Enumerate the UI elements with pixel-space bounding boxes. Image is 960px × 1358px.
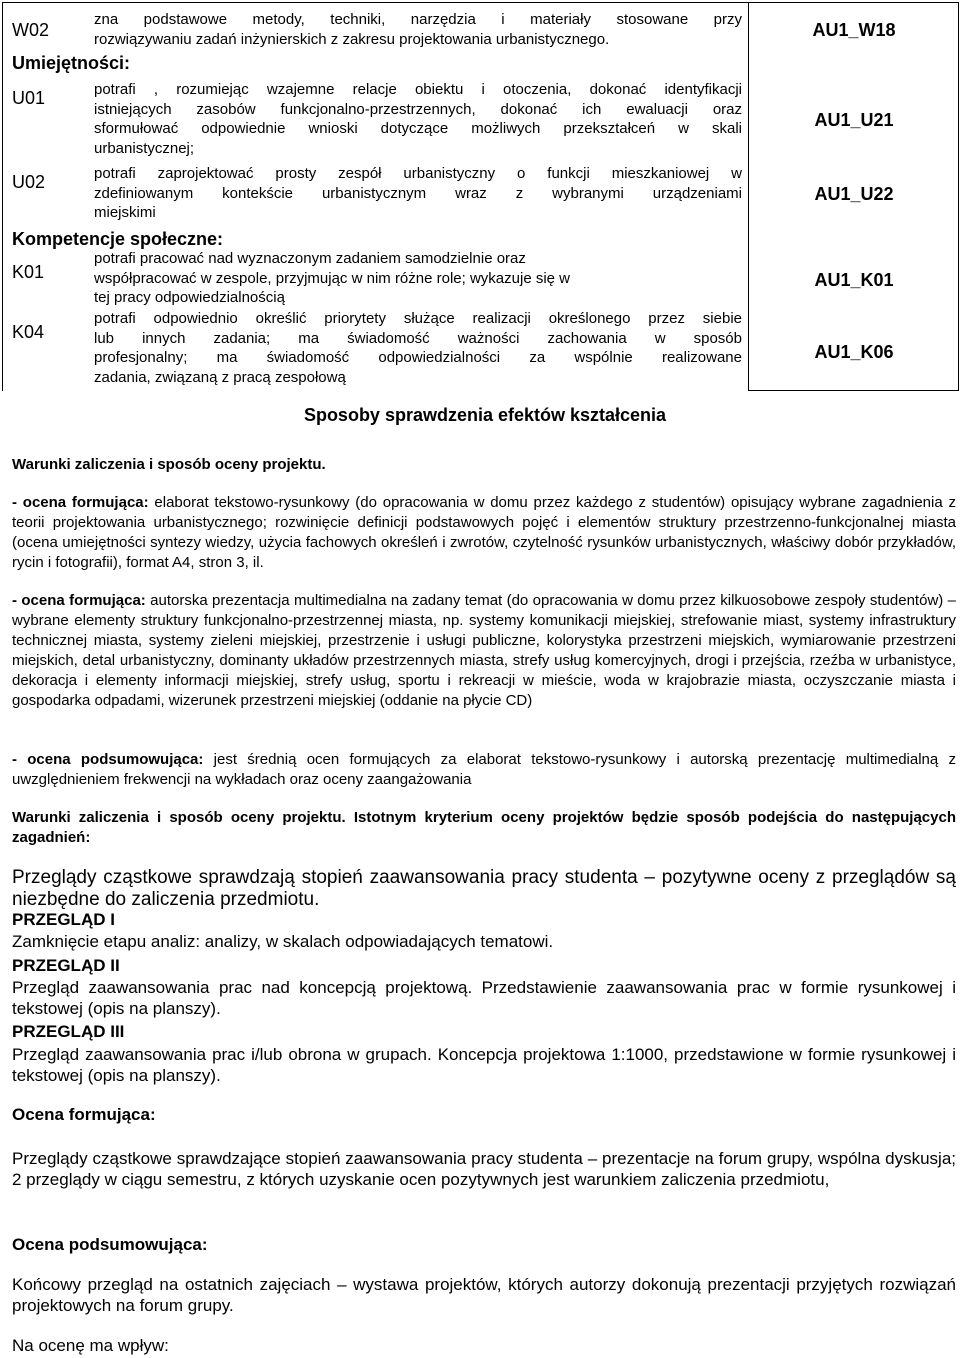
outcome-desc-k04 xyxy=(94,309,742,387)
summative-heading: Ocena podsumowująca: xyxy=(12,1235,208,1254)
outcome-desc-w02 xyxy=(94,10,742,49)
ref-code-k01: AU1_K01 xyxy=(814,270,894,290)
desc-line: urbanistycznej; xyxy=(94,139,195,157)
assessment-paragraph xyxy=(12,493,956,573)
assessment-label: - ocena podsumowująca: xyxy=(12,751,204,768)
outcome-desc-u02 xyxy=(94,164,742,223)
desc-line: sformułować odpowiednie wnioski dotyczące możliwych przekształceń w skali xyxy=(94,120,742,137)
assessment-text: autorska prezentacja multimedialna na zadany temat (do opracowania w domu przez kilkuosobowe zespoły studentów) – wybrane elementy struktury funkcjonalno-przestrzennej miasta, np. systemy komunikacji miejskiej, strefowanie miast, systemy infrastruktury technicznej miasta, systemy zieleni miejskiej, przestrzenie i usługi publiczne, kolorystyka przestrzeni miejskich, wymiarowanie przestrzeni miejskich, detal urbanistyczny, dominanty układów przestrzennych miasta, strefy usług komercyjnych, drogi i przejścia, rzeźba w urbanistyce, dekoracja i elementy informacji miejskiej, strefy usług, sportu i rekreacji w mieście, woda w krajobrazie miasta, oczyszczanie miasta i gospodarka odpadami, wizerunek przestrzeni miejskiej (oddanie na płycie CD) xyxy=(12,592,956,709)
desc-line: rozwiązywaniu zadań inżynierskich z zakresu projektowania urbanistycznego. xyxy=(94,30,610,48)
desc-line: tej pracy odpowiedzialnością xyxy=(94,289,285,306)
formative-text: Przeglądy cząstkowe sprawdzające stopień zaawansowania pracy studenta – prezentacje na forum grupy, wspólna dyskusja; 2 przeglądy w ciągu semestru, z których uzyskanie ocen pozytywnych jest warunkiem zaliczenia przedmiotu, xyxy=(12,1149,956,1189)
desc-line: zadania, związaną z pracą zespołową xyxy=(94,368,346,386)
review-title: PRZEGLĄD III xyxy=(12,1022,125,1041)
table-border-divider xyxy=(748,2,749,391)
review-text: Przegląd zaawansowania prac i/lub obrona w grupach. Koncepcja projektowa 1:1000, przedstawione w formie rysunkowej i tekstowej (opis na planszy). xyxy=(12,1045,956,1085)
formative-heading: Ocena formująca: xyxy=(12,1105,156,1124)
desc-line: miejskimi xyxy=(94,204,156,221)
outcome-desc-u01 xyxy=(94,80,742,158)
assessment-label: - ocena formująca: xyxy=(12,494,149,511)
desc-line: lub innych zadania; ma świadomość ważności zachowania w sposób xyxy=(94,329,742,347)
outcome-code-w02: W02 xyxy=(12,20,50,40)
outcome-code-k04: K04 xyxy=(12,322,45,342)
reviews-intro xyxy=(12,868,956,911)
table-border-top xyxy=(2,2,959,3)
assessment-text: elaborat tekstowo-rysunkowy (do opracowania w domu przez każdego z studentów) opisujący wybrane zagadnienia z teorii projektowania urbanistycznego; rozwinięcie definicji podstawowych pojęć i elementów struktury przestrzenno-funkcjonalnej miasta (ocena umiejętności syntezy wiedzy, użycia fachowych określeń i zwrotów, czytelność rysunków urbanistycznych, właściwy dobór przykładów, rycin i fotografii), format A4, stron 3, il. xyxy=(12,494,956,571)
ref-code-u22: AU1_U22 xyxy=(814,184,894,204)
assessment-paragraph xyxy=(12,591,956,711)
skills-header: Umiejętności: xyxy=(12,53,131,73)
criteria-heading: Warunki zaliczenia i sposób oceny projektu. Istotnym kryterium oceny projektów będzie sposób podejścia do następujących zagadnień: xyxy=(12,809,956,846)
desc-line: współpracować w zespole, przyjmując w nim różne role; wykazuje się w xyxy=(94,269,571,287)
assessment-paragraph xyxy=(12,750,956,790)
table-border-bottom xyxy=(748,390,959,391)
outcome-code-u01: U01 xyxy=(12,88,46,108)
outcome-code-k01: K01 xyxy=(12,262,45,282)
ref-code-u21: AU1_U21 xyxy=(814,110,894,130)
table-border-right xyxy=(958,2,959,391)
desc-line: zna podstawowe metody, techniki, narzędzia i materiały stosowane przy xyxy=(94,11,742,28)
grade-influence-label: Na ocenę ma wpływ: xyxy=(12,1336,169,1355)
reviews-intro-text: Przeglądy cząstkowe sprawdzają stopień zaawansowania pracy studenta – pozytywne oceny z przeglądów są niezbędne do zaliczenia przedmiotu. xyxy=(12,867,956,910)
section-title: Sposoby sprawdzenia efektów kształcenia xyxy=(303,405,667,425)
ref-code-w02: AU1_W18 xyxy=(812,20,896,40)
assessment-label: - ocena formująca: xyxy=(12,592,146,609)
desc-line: potrafi pracować nad wyznaczonym zadaniem samodzielnie oraz xyxy=(94,250,526,267)
review-title: PRZEGLĄD II xyxy=(12,956,120,975)
desc-line: profesjonalny; ma świadomość odpowiedzialności za wspólnie realizowane xyxy=(94,349,742,366)
table-border-left xyxy=(2,2,3,391)
assessment-text: jest średnią ocen formujących za elaborat tekstowo-rysunkowy i autorską prezentację multimedialną z uwzględnieniem frekwencji na wykładach oraz oceny zaangażowania xyxy=(12,751,956,788)
desc-line: potrafi , rozumiejąc wzajemne relacje obiektu i otoczenia, dokonać identyfikacji xyxy=(94,81,742,98)
competence-header: Kompetencje społeczne: xyxy=(12,229,224,249)
desc-line: potrafi zaprojektować prosty zespół urbanistyczny o funkcji mieszkaniowej w xyxy=(94,165,742,182)
desc-line: istniejących zasobów funkcjonalno-przestrzennych, dokonać ich ewaluacji oraz xyxy=(94,100,742,118)
conditions-heading: Warunki zaliczenia i sposób oceny projektu. xyxy=(12,456,326,473)
outcome-desc-k01 xyxy=(94,249,742,308)
learning-outcomes-table xyxy=(2,2,959,390)
summative-text: Końcowy przegląd na ostatnich zajęciach – wystawa projektów, których autorzy dokonują prezentacji przyjętych rozwiązań projektowych na forum grupy. xyxy=(12,1275,956,1315)
ref-code-k06: AU1_K06 xyxy=(814,342,894,362)
review-text: Zamknięcie etapu analiz: analizy, w skalach odpowiadających tematowi. xyxy=(12,932,554,951)
outcome-code-u02: U02 xyxy=(12,172,46,192)
desc-line: potrafi odpowiednio określić priorytety służące realizacji określonego przez siebie xyxy=(94,310,742,327)
review-text: Przegląd zaawansowania prac nad koncepcją projektową. Przedstawienie zaawansowania prac w formie rysunkowej i tekstowej (opis na planszy). xyxy=(12,978,956,1018)
desc-line: zdefiniowanym kontekście urbanistycznym wraz z wybranymi urządzeniami xyxy=(94,184,742,202)
review-title: PRZEGLĄD I xyxy=(12,910,115,929)
